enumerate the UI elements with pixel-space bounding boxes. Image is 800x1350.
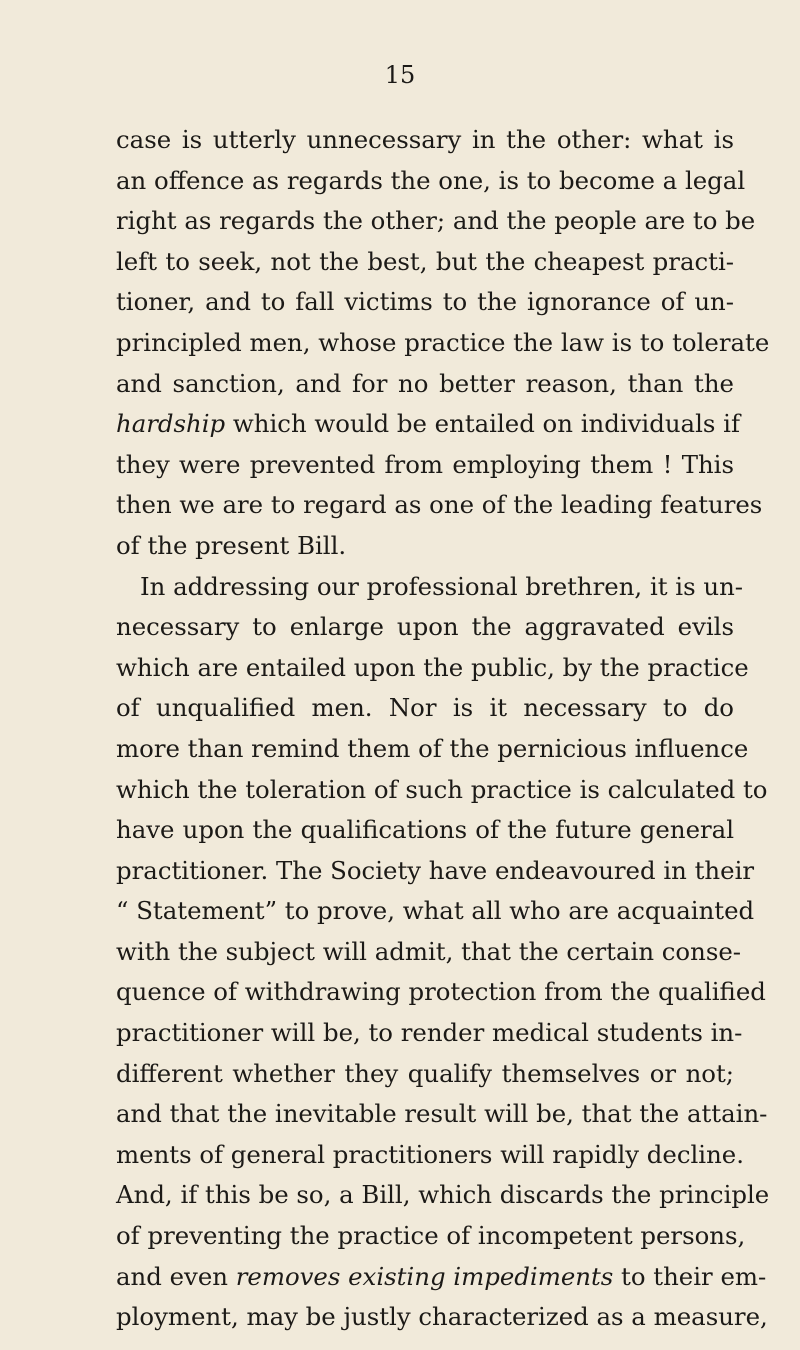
text-line: practitioner will be, to render medical students in- [116,1018,743,1048]
text-line: of preventing the practice of incompetent persons, [116,1221,746,1251]
text-line: and even removes existing impediments to their em- [116,1261,767,1291]
text-line: and that the inevitable result will be, that the attain- [116,1099,768,1129]
text-line: quence of withdrawing protection from the qualified [116,977,766,1007]
text-line: necessary to enlarge upon the aggravated evils [116,612,734,642]
text-line: they were prevented from employing them ! This [116,449,734,479]
text-line: ployment, may be justly characterized as a measure, [116,1302,768,1332]
text-line: right as regards the other; and the people are to be [116,206,756,236]
italic-emphasis: removes existing impediments [235,1261,614,1291]
text-line: more than remind them of the pernicious influence [116,733,749,763]
text-line: with the subject will admit, that the certain conse- [116,936,742,966]
text-line: which the toleration of such practice is calculated to [116,774,768,804]
text-line: different whether they qualify themselves or not; [116,1058,734,1088]
paragraph-end-line: of the present Bill. [116,530,347,560]
text-line: case is utterly unnecessary in the other: what is [116,125,734,154]
text-line: of unqualified men. Nor is it necessary to do [116,693,734,723]
italic-emphasis: hardship [116,409,226,439]
text-line: which are entailed upon the public, by the practice [116,652,749,682]
text-line: ments of general practitioners will rapidly decline. [116,1139,744,1169]
text-line: “ Statement” to prove, what all who are acquainted [116,896,755,926]
body-text [116,120,770,1338]
text-line: left to seek, not the best, but the cheapest practi- [116,246,734,276]
text-line: an offence as regards the one, is to become a legal [116,165,746,195]
text-line: then we are to regard as one of the leading features [116,490,763,520]
text-line: practitioner. The Society have endeavoured in their [116,855,755,885]
text-line: And, if this be so, a Bill, which discards the principle [116,1180,770,1210]
paragraph-start-line: In addressing our professional brethren, it is un- [140,571,744,601]
page-number: 15 [384,61,416,89]
text-line: tioner, and to fall victims to the ignorance of un- [116,287,734,317]
text-line: and sanction, and for no better reason, than the [116,368,734,398]
text-line: hardship which would be entailed on individuals if [116,409,740,439]
text-line: principled men, whose practice the law is to tolerate [116,327,770,357]
text-line: have upon the qualifications of the future general [116,815,734,845]
